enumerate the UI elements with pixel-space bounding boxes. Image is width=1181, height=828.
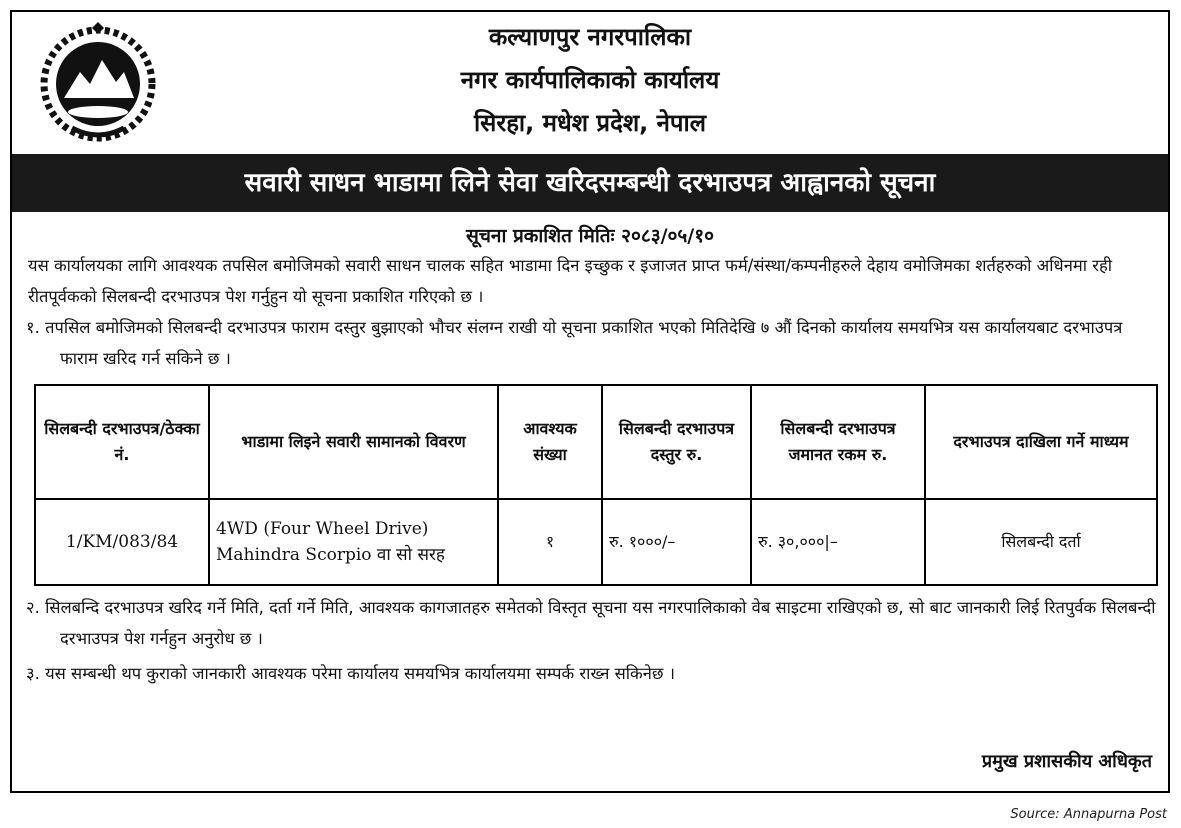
header-method: दरभाउपत्र दाखिला गर्ने माध्यम [925, 385, 1157, 499]
header-description: भाडामा लिइने सवारी सामानको विवरण [209, 385, 498, 499]
office-address: सिरहा, मधेश प्रदेश, नेपाल [473, 109, 707, 137]
notice-title: सवारी साधन भाडामा लिने सेवा खरिदसम्बन्धी दरभाउपत्र आह्वानको सूचना [12, 154, 1168, 212]
header-quantity: आवश्यक संख्या [498, 385, 602, 499]
point-3: ३. यस सम्बन्धी थप कुराको जानकारी आवश्यक परेमा कार्यालय समयभित्र कार्यालयमा सम्पर्क राख्न सकिनेछ । [26, 664, 675, 683]
municipality-name: कल्याणपुर नगरपालिका [488, 23, 692, 51]
bid-table [34, 384, 1158, 586]
cell-fee: रु. १०००/– [602, 499, 751, 585]
cell-deposit: रु. ३०,०००|– [751, 499, 925, 585]
header-deposit: सिलबन्दी दरभाउपत्र जमानत रकम रु. [751, 385, 925, 499]
office-name: नगर कार्यपालिकाको कार्यालय [460, 66, 720, 94]
point-1: १. तपसिल बमोजिमको सिलबन्दी दरभाउपत्र फाराम दस्तुर बुझाएको भौचर संलग्न राखी यो सूचना प्रकाशित भएको मितिदेखि ७ औं दिनको कार्यालय समयभित्र यस कार्यालयबाट दरभाउपत्र फाराम खरिद गर्न सकिने छ । [26, 318, 1123, 368]
header-fee: सिलबन्दी दरभाउपत्र दस्तुर रु. [602, 385, 751, 499]
header-contract-no: सिलबन्दी दरभाउपत्र/ठेक्का नं. [35, 385, 209, 499]
description-line-1: 4WD (Four Wheel Drive) [216, 519, 429, 539]
source-credit: Source: Annapurna Post [1010, 807, 1167, 822]
cell-method: सिलबन्दी दर्ता [925, 499, 1157, 585]
table-row [35, 499, 1157, 585]
intro-paragraph: यस कार्यालयका लागि आवश्यक तपसिल बमोजिमको सवारी साधन चालक सहित भाडामा दिन इच्छुक र इजाजत प्राप्त फर्म/संस्था/कम्पनीहरुले देहाय वमोजिमका शर्तहरुको अधिनमा रही रीतपूर्वकको सिलबन्दी दरभाउपत्र पेश गर्नुहुन यो सूचना प्रकाशित गरिएको छ । [28, 256, 1113, 306]
description-line-2: Mahindra Scorpio वा सो सरह [216, 545, 445, 565]
cell-contract-no: 1/KM/083/84 [35, 499, 209, 585]
published-date: सूचना प्रकाशित मितिः २०८३/०५/१० [465, 225, 714, 247]
cell-description [209, 499, 498, 585]
notice-header [12, 12, 1168, 154]
signature-title: प्रमुख प्रशासकीय अधिकृत [981, 751, 1152, 772]
tender-notice [10, 10, 1170, 793]
cell-quantity: १ [498, 499, 602, 585]
table-header-row [35, 385, 1157, 499]
point-2: २. सिलबन्दि दरभाउपत्र खरिद गर्ने मिति, दर्ता गर्ने मिति, आवश्यक कागजातहरु समेतको विस्तृत सूचना यस नगरपालिकाको वेब साइटमा राखिएको छ, सो बाट जानकारी लिई रितपुर्वक सिलबन्दी दरभाउपत्र पेश गर्नहुन अनुरोध छ । [26, 598, 1156, 648]
